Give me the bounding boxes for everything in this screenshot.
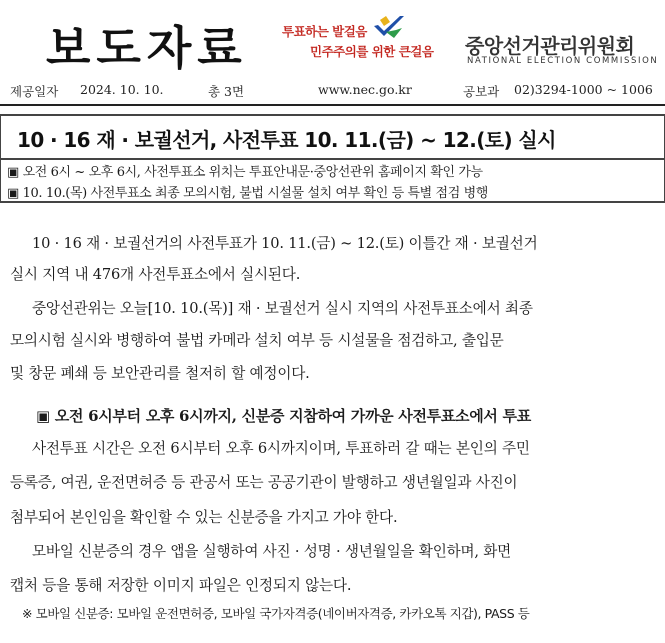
paragraph-line: 실시 지역 내 476개 사전투표소에서 실시된다. <box>10 266 301 283</box>
department: 공보과 <box>463 84 500 99</box>
organization-name: 중앙선거관리위원회 <box>465 34 635 58</box>
section-heading: ▣ 오전 6시부터 오후 6시까지, 신분증 지참하여 가까운 사전투표소에서 투표 <box>36 407 531 425</box>
summary-item: ▣ 10. 10.(목) 사전투표소 최종 모의시험, 불법 시설물 설치 여부 확인 등 특별 점검 병행 <box>7 186 488 201</box>
info-bar <box>0 80 665 102</box>
paragraph-line: 모의시험 실시와 병행하여 불법 카메라 설치 여부 등 시설물을 점검하고, 출입문 <box>10 332 504 349</box>
date-label: 제공일자 <box>10 84 59 99</box>
paragraph-line: 사전투표 시간은 오전 6시부터 오후 6시까지이며, 투표하러 갈 때는 본인의 주민 <box>32 440 530 457</box>
footnote: ※ 모바일 신분증: 모바일 운전면허증, 모바일 국가자격증(네이버자격증, 카카오톡 지갑), PASS 등 <box>22 606 530 621</box>
slogan-line-2: 민주주의를 위한 큰걸음 <box>310 44 434 59</box>
contact-phone: 02)3294-1000 ~ 1006 <box>514 82 653 97</box>
paragraph-line: 10 · 16 재 · 보궐선거의 사전투표가 10. 11.(금) ~ 12.(토) 이틀간 재 · 보궐선거 <box>32 235 538 252</box>
headline-box <box>0 114 665 160</box>
summary-item: ▣ 오전 6시 ~ 오후 6시, 사전투표소 위치는 투표안내문·중앙선관위 홈페이지 확인 가능 <box>7 165 483 180</box>
organization-name-english: NATIONAL ELECTION COMMISSION <box>467 56 659 66</box>
website-link[interactable]: www.nec.go.kr <box>318 82 412 97</box>
document-title: 보도자료 <box>46 21 248 75</box>
ballot-checkmark-icon <box>372 14 406 40</box>
paragraph-line: 중앙선관위는 오늘[10. 10.(목)] 재 · 보궐선거 실시 지역의 사전투표소에서 최종 <box>32 300 533 317</box>
divider <box>0 104 665 106</box>
headline: 10 · 16 재 · 보궐선거, 사전투표 10. 11.(금) ~ 12.(토) 실시 <box>17 128 556 152</box>
paragraph-line: 등록증, 여권, 운전면허증 등 관공서 또는 공공기관이 발행하고 생년월일과 사진이 <box>10 474 518 491</box>
slogan-line-1: 투표하는 발걸음 <box>282 24 367 39</box>
summary-box <box>0 159 665 203</box>
paragraph-line: 첨부되어 본인임을 확인할 수 있는 신분증을 가지고 가야 한다. <box>10 509 398 526</box>
press-release-header <box>0 0 665 76</box>
paragraph-line: 모바일 신분증의 경우 앱을 실행하여 사진 · 성명 · 생년월일을 확인하며, 화면 <box>32 543 512 560</box>
paragraph-line: 캡처 등을 통해 저장한 이미지 파일은 인정되지 않는다. <box>10 577 352 594</box>
paragraph-line: 및 창문 폐쇄 등 보안관리를 철저히 할 예정이다. <box>10 365 310 382</box>
date-value: 2024. 10. 10. <box>80 82 164 97</box>
slogan <box>282 22 433 62</box>
page-count: 총 3면 <box>208 84 245 99</box>
